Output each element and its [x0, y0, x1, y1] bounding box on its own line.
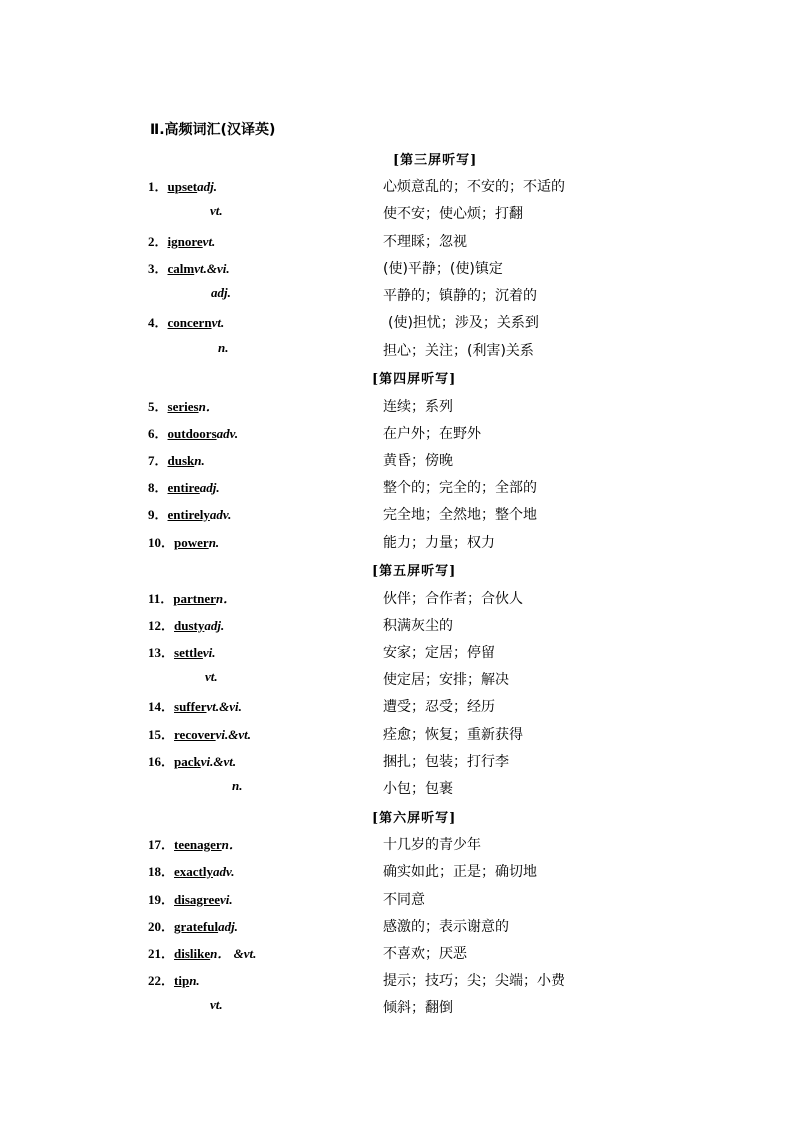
chinese-meaning: 在户外；在野外 [383, 426, 481, 442]
section-heading: Ⅱ.高频词汇(汉译英) [150, 122, 276, 138]
part-of-speech: n. [208, 535, 220, 550]
vocab-row [0, 916, 794, 938]
english-word: entirely [167, 507, 210, 522]
part-of-speech: adv. [209, 507, 232, 522]
part-of-speech: vi.&vt. [200, 754, 237, 769]
english-word: series [167, 399, 199, 414]
entry-number: 19． [148, 892, 175, 907]
chinese-meaning: (使)担忧；涉及；关系到 [388, 315, 539, 331]
vocab-row [0, 477, 794, 499]
vocab-row [0, 997, 794, 1019]
english-word: upset [167, 179, 198, 194]
part-of-speech: vt. [210, 997, 223, 1012]
part-of-speech: vt.&vi. [206, 699, 242, 714]
english-word: partner [173, 591, 216, 606]
english-word: grateful [174, 919, 219, 934]
entry-term [148, 231, 215, 250]
entry-term [148, 450, 205, 469]
chinese-meaning: 感激的；表示谢意的 [383, 919, 509, 935]
part-of-speech: adv. [216, 426, 239, 441]
vocab-row [0, 423, 794, 445]
entry-term [148, 696, 242, 715]
entry-term [148, 889, 233, 908]
english-word: ignore [167, 234, 203, 249]
chinese-meaning: 能力；力量；权力 [383, 535, 495, 551]
vocab-row [0, 696, 794, 718]
chinese-meaning: 使定居；安排；解决 [383, 672, 509, 688]
entry-number: 18． [148, 864, 175, 879]
english-word: teenager [174, 837, 222, 852]
entry-term [148, 861, 235, 880]
vocab-row [0, 312, 794, 334]
vocab-row [0, 778, 794, 800]
part-of-speech: vt. [202, 234, 216, 249]
entry-term [148, 477, 220, 496]
entry-term [148, 504, 231, 523]
entry-number: 12． [148, 618, 175, 633]
part-of-speech: adj. [211, 285, 231, 300]
chinese-meaning: 确实如此；正是；确切地 [383, 864, 537, 880]
english-word: exactly [174, 864, 213, 879]
entry-number: 15． [148, 727, 175, 742]
english-word: outdoors [167, 426, 217, 441]
english-word: pack [174, 754, 201, 769]
chinese-meaning: 伙伴；合作者；合伙人 [383, 591, 523, 607]
chinese-meaning: 积满灰尘的 [383, 618, 453, 634]
entry-term [148, 970, 200, 989]
english-word: power [174, 535, 209, 550]
vocab-row [0, 943, 794, 965]
entry-term [148, 615, 224, 634]
part-of-speech: n. [232, 778, 243, 793]
chinese-meaning: 小包；包裹 [383, 781, 453, 797]
vocab-row [0, 588, 794, 610]
entry-number: 20． [148, 919, 175, 934]
english-word: entire [167, 480, 200, 495]
chinese-meaning: 十几岁的青少年 [383, 837, 481, 853]
entry-term [148, 834, 242, 853]
entry-number: 17． [148, 837, 175, 852]
entry-number: 9． [148, 507, 168, 522]
entry-term [148, 751, 236, 770]
english-word: settle [174, 645, 203, 660]
chinese-meaning: 连续；系列 [383, 399, 453, 415]
entry-term [148, 423, 238, 442]
english-word: suffer [174, 699, 207, 714]
chinese-meaning: 安家；定居；停留 [383, 645, 495, 661]
vocab-row [0, 970, 794, 992]
vocab-row [0, 861, 794, 883]
entry-term [148, 258, 230, 277]
part-of-speech: adj. [204, 618, 225, 633]
vocab-row [0, 285, 794, 307]
chinese-meaning: 痊愈；恢复；重新获得 [383, 727, 523, 743]
entry-term [148, 312, 224, 331]
entry-term [148, 642, 216, 661]
part-of-speech: n． [198, 399, 219, 414]
entry-number: 14． [148, 699, 175, 714]
entry-number: 5． [148, 399, 168, 414]
part-of-speech: adv. [213, 864, 235, 879]
entry-term [148, 176, 217, 195]
part-of-speech: n. [194, 453, 205, 468]
vocab-row [0, 724, 794, 746]
chinese-meaning: 心烦意乱的；不安的；不适的 [383, 179, 565, 195]
section-label-3: [第三屏听写] [393, 153, 478, 168]
part-of-speech: n． &vt. [210, 946, 257, 961]
part-of-speech: vt. [210, 203, 223, 218]
english-word: calm [167, 261, 195, 276]
vocab-row [0, 258, 794, 280]
entry-number: 10． [148, 535, 175, 550]
vocab-row [0, 889, 794, 911]
entry-number: 11． [148, 591, 174, 606]
vocab-row [0, 642, 794, 664]
chinese-meaning: 倾斜；翻倒 [383, 1000, 453, 1016]
entry-term [148, 588, 236, 607]
entry-number: 1． [148, 179, 168, 194]
part-of-speech: adj. [199, 480, 220, 495]
chinese-meaning: 不理睬；忽视 [383, 234, 467, 250]
chinese-meaning: 不同意 [383, 892, 425, 908]
vocab-row [0, 396, 794, 418]
vocab-row [0, 176, 794, 198]
vocab-row [0, 834, 794, 856]
english-word: recover [174, 727, 216, 742]
entry-number: 8． [148, 480, 168, 495]
section-label-6: [第六屏听写] [372, 811, 457, 826]
chinese-meaning: 不喜欢；厌恶 [383, 946, 467, 962]
chinese-meaning: 完全地；全然地；整个地 [383, 507, 537, 523]
entry-term [148, 916, 238, 935]
part-of-speech: adj. [197, 179, 218, 194]
chinese-meaning: (使)平静；(使)镇定 [383, 261, 503, 277]
entry-term [148, 724, 251, 743]
vocab-row [0, 450, 794, 472]
chinese-meaning: 担心；关注；(利害)关系 [383, 343, 534, 359]
part-of-speech: vt. [205, 669, 218, 684]
part-of-speech: vi.&vt. [215, 727, 252, 742]
entry-number: 3． [148, 261, 168, 276]
entry-number: 16． [148, 754, 175, 769]
chinese-meaning: 使不安；使心烦；打翻 [383, 206, 523, 222]
entry-number: 21． [148, 946, 175, 961]
chinese-meaning: 提示；技巧；尖；尖端；小费 [383, 973, 565, 989]
part-of-speech: vi. [202, 645, 216, 660]
vocab-row [0, 669, 794, 691]
vocab-row [0, 504, 794, 526]
chinese-meaning: 遭受；忍受；经历 [383, 699, 495, 715]
entry-number: 7． [148, 453, 168, 468]
entry-number: 6． [148, 426, 168, 441]
english-word: dislike [174, 946, 211, 961]
section-label-5: [第五屏听写] [372, 564, 457, 579]
part-of-speech: n. [218, 340, 229, 355]
part-of-speech: n． [215, 591, 237, 606]
english-word: disagree [174, 892, 220, 907]
chinese-meaning: 捆扎；包装；打行李 [383, 754, 509, 770]
part-of-speech: vt. [211, 315, 225, 330]
entry-number: 13． [148, 645, 175, 660]
entry-number: 2． [148, 234, 168, 249]
part-of-speech: vt.&vi. [194, 261, 230, 276]
entry-term [148, 532, 219, 551]
part-of-speech: n. [189, 973, 200, 988]
chinese-meaning: 整个的；完全的；全部的 [383, 480, 537, 496]
chinese-meaning: 黄昏；傍晚 [383, 453, 453, 469]
entry-term [148, 943, 256, 962]
vocab-row [0, 340, 794, 362]
part-of-speech: adj. [218, 919, 238, 934]
english-word: dusk [167, 453, 195, 468]
english-word: dusty [174, 618, 205, 633]
vocab-row [0, 203, 794, 225]
section-label-4: [第四屏听写] [372, 372, 457, 387]
entry-number: 22． [148, 973, 175, 988]
entry-number: 4． [148, 315, 168, 330]
vocab-row [0, 751, 794, 773]
vocab-row [0, 231, 794, 253]
entry-term [148, 396, 219, 415]
part-of-speech: vi. [220, 892, 233, 907]
vocab-row [0, 532, 794, 554]
vocab-row [0, 615, 794, 637]
english-word: concern [167, 315, 212, 330]
english-word: tip [174, 973, 190, 988]
part-of-speech: n． [221, 837, 242, 852]
chinese-meaning: 平静的；镇静的；沉着的 [383, 288, 537, 304]
